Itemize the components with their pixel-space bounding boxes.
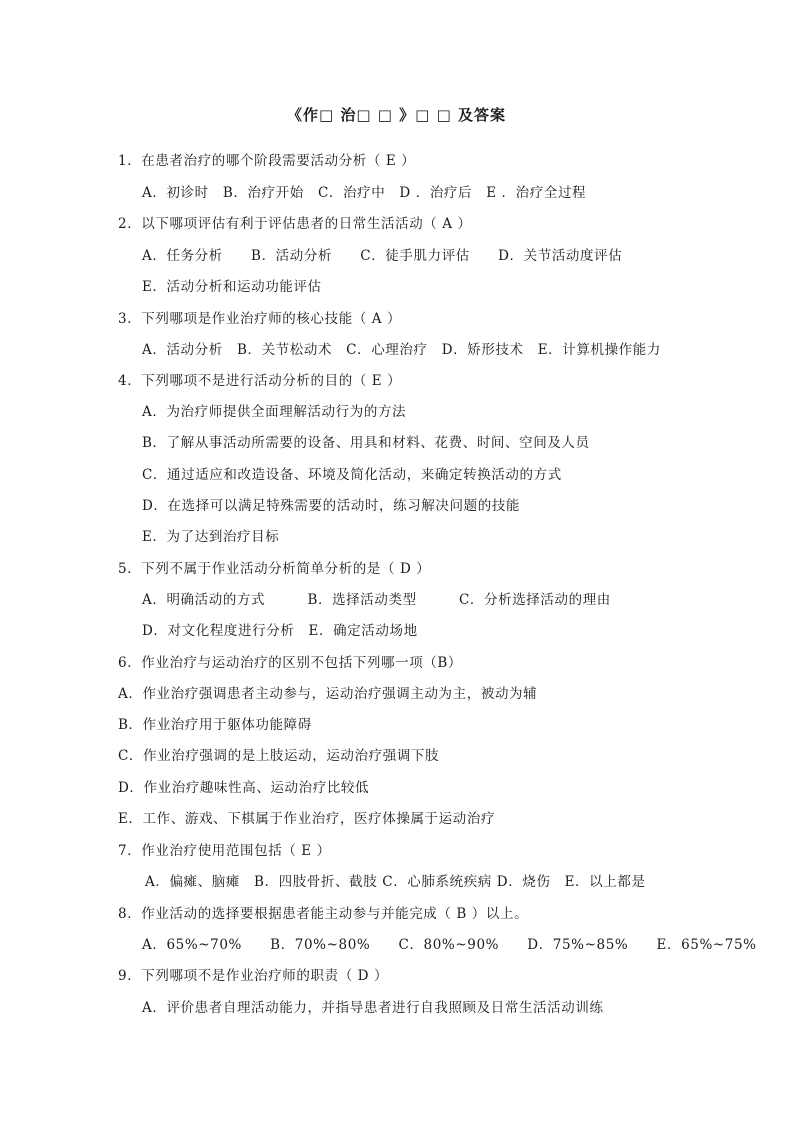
- option-text: A．作业治疗强调患者主动参与，运动治疗强调主动为主，被动为辅: [118, 686, 538, 702]
- option-text: A．任务分析 B．活动分析 C．徒手肌力评估 D．关节活动度评估: [142, 248, 623, 264]
- option-text: A．评价患者自理活动能力，并指导患者进行自我照顾及日常生活活动训练: [142, 1000, 604, 1016]
- option-text: C．作业治疗强调的是上肢运动，运动治疗强调下肢: [118, 748, 440, 764]
- option-text: D．在选择可以满足特殊需要的活动时，练习解决问题的技能: [142, 498, 521, 514]
- question-text: 4．下列哪项不是进行活动分析的目的（ E ）: [118, 373, 402, 389]
- option-text: B．作业治疗用于躯体功能障碍: [118, 717, 312, 733]
- option-text: D．对文化程度进行分析 E．确定活动场地: [142, 623, 418, 639]
- question-text: 3．下列哪项是作业治疗师的核心技能（ A ）: [118, 311, 402, 327]
- page-title: 《作□ 治□ □ 》□ □ 及答案: [287, 106, 506, 124]
- option-text: E．活动分析和运动功能评估: [142, 279, 322, 295]
- question-text: 9．下列哪项不是作业治疗师的职责（ D ）: [118, 968, 389, 984]
- option-text: E．工作、游戏、下棋属于作业治疗，医疗体操属于运动治疗: [118, 811, 496, 827]
- option-text: A．活动分析 B．关节松动术 C．心理治疗 D．矫形技术 E．计算机操作能力: [142, 342, 661, 358]
- option-text: A．偏瘫、脑瘫 B．四肢骨折、截肢 C．心肺系统疾病 D．烧伤 E．以上都是: [145, 874, 646, 890]
- question-text: 2．以下哪项评估有利于评估患者的日常生活活动（ A ）: [118, 216, 472, 232]
- question-text: 7．作业治疗使用范围包括（ E ）: [118, 843, 331, 859]
- option-text: D．作业治疗趣味性高、运动治疗比较低: [118, 780, 370, 796]
- option-text: B．了解从事活动所需要的设备、用具和材料、花费、时间、空间及人员: [142, 435, 590, 451]
- question-text: 1．在患者治疗的哪个阶段需要活动分析（ E ）: [118, 153, 416, 169]
- question-text: 8．作业活动的选择要根据患者能主动参与并能完成（ B ）以上。: [118, 906, 529, 922]
- question-text: 6．作业治疗与运动治疗的区别不包括下列哪一项（B）: [118, 655, 463, 671]
- option-text: A．明确活动的方式 B．选择活动类型 C．分析选择活动的理由: [142, 592, 611, 608]
- option-text: E．为了达到治疗目标: [142, 529, 280, 545]
- option-text: C．通过适应和改造设备、环境及简化活动，来确定转换活动的方式: [142, 467, 562, 483]
- option-text: A．65%~70% B．70%~80% C．80%~90% D．75%~85% E．65%~75%: [142, 937, 757, 953]
- option-text: A．为治疗师提供全面理解活动行为的方法: [142, 404, 407, 420]
- option-text: A．初诊时 B．治疗开始 C．治疗中 D ．治疗后 E ．治疗全过程: [142, 185, 587, 201]
- question-text: 5．下列不属于作业活动分析简单分析的是（ D ）: [118, 561, 431, 577]
